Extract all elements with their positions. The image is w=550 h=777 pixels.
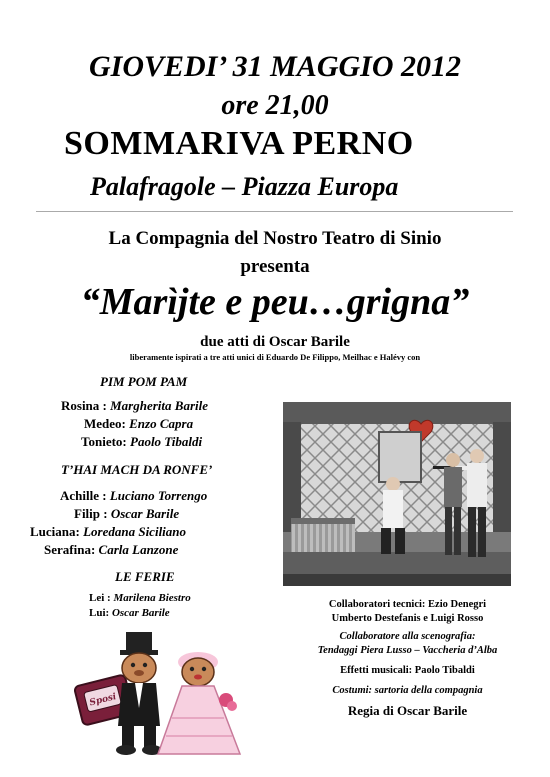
cast-role: Luciana: — [30, 524, 80, 539]
cast-role: Medeo: — [84, 416, 126, 431]
cast-row — [89, 607, 170, 619]
cast-actor: Oscar Barile — [110, 506, 180, 521]
cast-row — [84, 416, 193, 432]
cast-actor: Loredana Siciliano — [83, 524, 187, 539]
event-city: SOMMARIVA PERNO — [64, 125, 414, 162]
event-venue: Palafragole – Piazza Europa — [90, 172, 399, 201]
act-title: PIM POM PAM — [100, 374, 188, 389]
cast-row — [60, 488, 207, 504]
svg-text:Sposi: Sposi — [88, 692, 118, 709]
cast-role: Filip : — [74, 506, 108, 521]
company-name: La Compagnia del Nostro Teatro di Sinio — [108, 228, 442, 249]
cast-role: Rosina : — [61, 398, 107, 413]
event-time: ore 21,00 — [221, 90, 329, 121]
divider-line — [36, 211, 513, 212]
presents-label: presenta — [240, 256, 310, 277]
cast-role: Lui: — [89, 607, 110, 619]
act-title: T’HAI MACH DA RONFE’ — [61, 462, 213, 477]
cast-row — [81, 434, 202, 450]
cast-actor: Luciano Torrengo — [109, 488, 208, 503]
cast-role: Serafina: — [44, 542, 96, 557]
cast-role: Achille : — [60, 488, 107, 503]
cast-role: Lei : — [89, 592, 111, 604]
cast-row — [89, 592, 191, 604]
play-acts: due atti di Oscar Barile — [200, 334, 350, 350]
inspired-by-note: liberamente ispirati a tre atti unici di Eduardo De Filippo, Meilhac e Halévy con — [129, 352, 421, 362]
cast-actor: Enzo Capra — [129, 416, 194, 431]
credit-tech-1: Collaboratori tecnici: Ezio Denegri — [328, 599, 487, 610]
cast-actor: Oscar Barile — [111, 607, 170, 619]
cast-actor: Carla Lanzone — [98, 542, 179, 557]
credit-scenography-1: Collaboratore alla scenografia: — [339, 631, 476, 642]
credit-director: Regia di Oscar Barile — [347, 703, 468, 718]
credit-music: Effetti musicali: Paolo Tibaldi — [340, 665, 475, 676]
cast-row — [44, 542, 178, 558]
wedding-couple-cartoon — [72, 628, 250, 768]
credit-tech-2: Umberto Destefanis e Luigi Rosso — [331, 613, 484, 624]
cast-actor: Marilena Biestro — [113, 592, 191, 604]
cast-row — [74, 506, 179, 522]
credit-costumes: Costumi: sartoria della compagnia — [332, 685, 483, 696]
cast-row — [30, 524, 186, 540]
credit-scenography-2: Tendaggi Piera Lusso – Vaccheria d’Alba — [317, 645, 498, 656]
event-date: GIOVEDI’ 31 MAGGIO 2012 — [89, 50, 461, 83]
cast-actor: Paolo Tibaldi — [130, 434, 203, 449]
cast-actor: Margherita Barile — [110, 398, 208, 413]
act-title: LE FERIE — [115, 569, 175, 584]
groom-figure — [116, 632, 162, 755]
cast-role: Tonieto: — [81, 434, 127, 449]
bride-figure — [158, 652, 240, 754]
play-title: “Marìjte e peu…grigna” — [80, 281, 470, 323]
cast-row — [61, 398, 208, 414]
stage-photo — [283, 402, 511, 586]
